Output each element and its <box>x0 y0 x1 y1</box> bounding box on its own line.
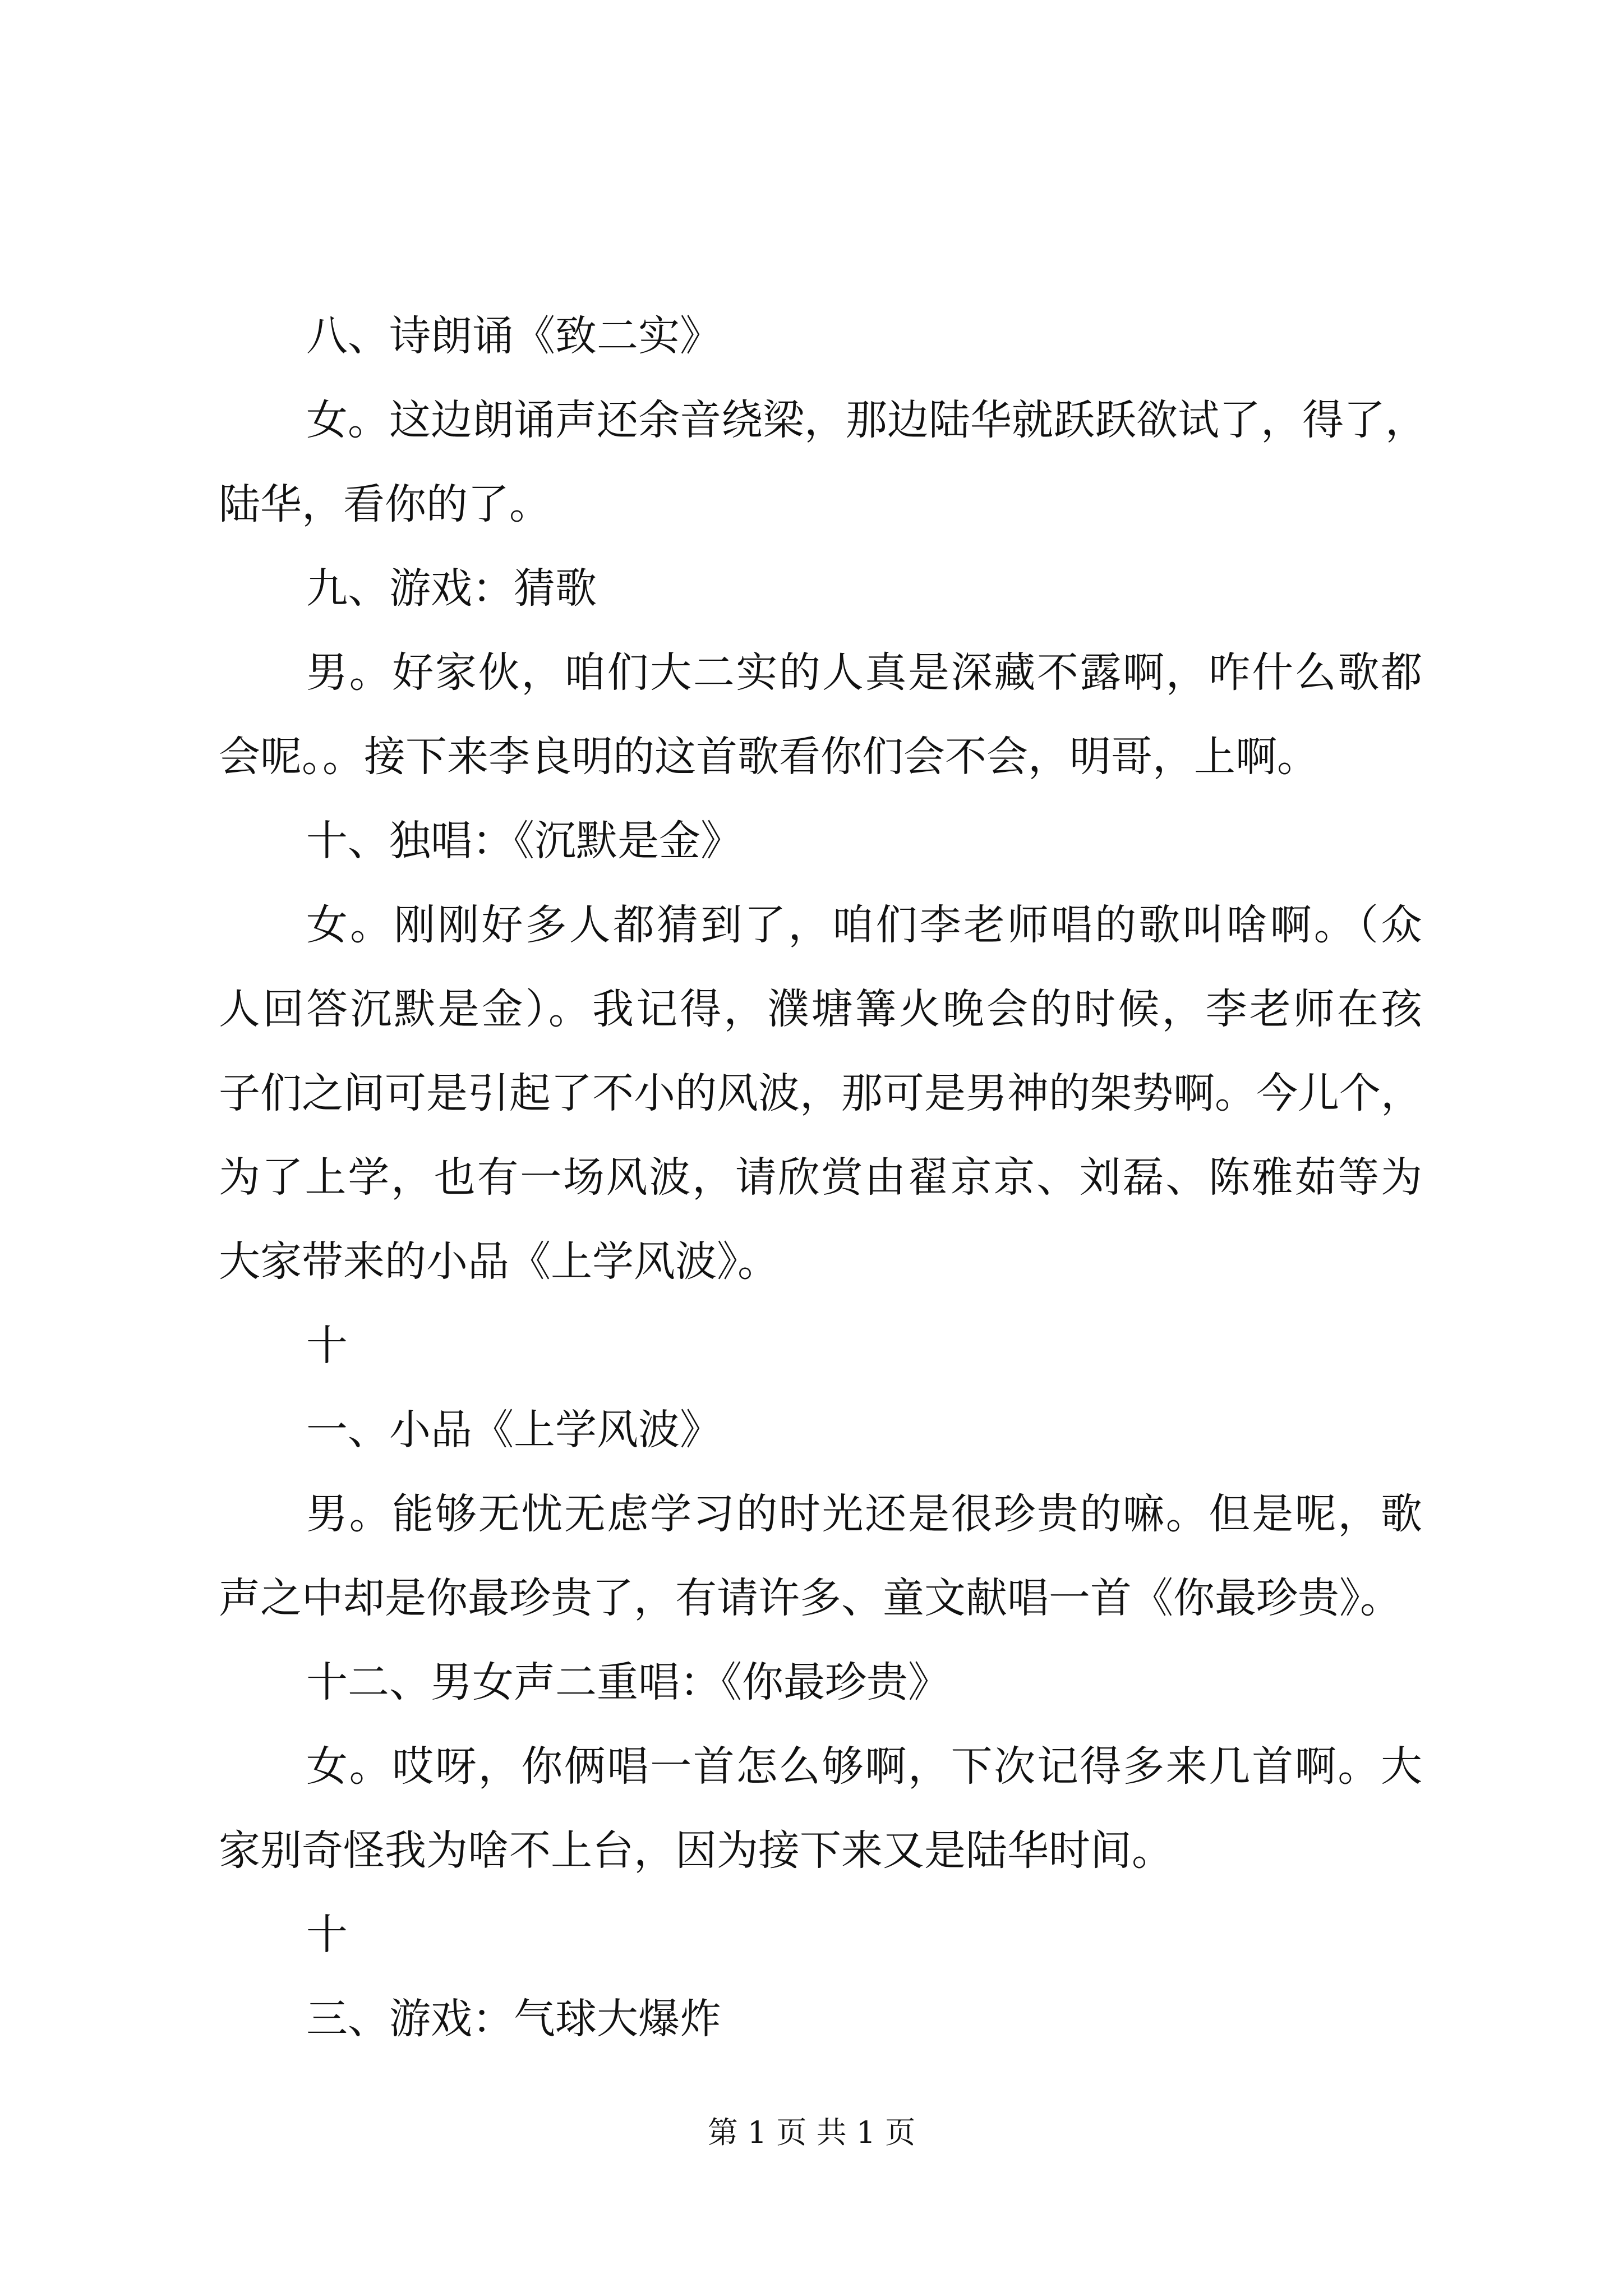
paragraph-line: 男。好家伙，咱们大二实的人真是深藏不露啊，咋什么歌都 <box>306 648 1422 697</box>
paragraph-line: 声之中却是你最珍贵了，有请许多、童文献唱一首《你最珍贵》。 <box>219 1574 1401 1622</box>
paragraph-line: 女。刚刚好多人都猜到了，咱们李老师唱的歌叫啥啊。（众 <box>306 901 1422 949</box>
page-footer: 第 1 页 共 1 页 <box>707 2115 916 2150</box>
section-heading-13-part1: 十 <box>306 1911 348 1959</box>
paragraph-line: 大家带来的小品《上学风波》。 <box>219 1237 779 1286</box>
section-heading-11-part1: 十 <box>306 1322 348 1370</box>
section-heading-8: 八、诗朗诵《致二实》 <box>306 312 721 360</box>
section-heading-9: 九、游戏：猜歌 <box>306 564 597 613</box>
paragraph-line: 女。这边朗诵声还余音绕梁，那边陆华就跃跃欲试了，得了， <box>306 396 1427 444</box>
paragraph-line: 为了上学，也有一场风波，请欣赏由翟京京、刘磊、陈雅茹等为 <box>219 1153 1422 1202</box>
paragraph-line: 家别奇怪我为啥不上台，因为接下来又是陆华时间。 <box>219 1826 1173 1875</box>
paragraph-line: 人回答沉默是金）。我记得，濮塘篝火晚会的时候，李老师在孩 <box>219 985 1422 1033</box>
paragraph-line: 子们之间可是引起了不小的风波，那可是男神的架势啊。今儿个， <box>219 1069 1422 1117</box>
section-heading-13-part2: 三、游戏：气球大爆炸 <box>306 1995 721 2043</box>
paragraph-line: 陆华，看你的了。 <box>219 480 551 528</box>
paragraph-line: 女。哎呀，你俩唱一首怎么够啊，下次记得多来几首啊。大 <box>306 1742 1422 1791</box>
section-heading-11-part2: 一、小品《上学风波》 <box>306 1406 721 1454</box>
section-heading-12: 十二、男女声二重唱：《你最珍贵》 <box>306 1658 949 1706</box>
section-heading-10: 十、独唱：《沉默是金》 <box>306 817 742 865</box>
paragraph-line: 男。能够无忧无虑学习的时光还是很珍贵的嘛。但是呢，歌 <box>306 1490 1422 1538</box>
paragraph-line: 会呢。。接下来李良明的这首歌看你们会不会，明哥，上啊。 <box>219 733 1318 781</box>
